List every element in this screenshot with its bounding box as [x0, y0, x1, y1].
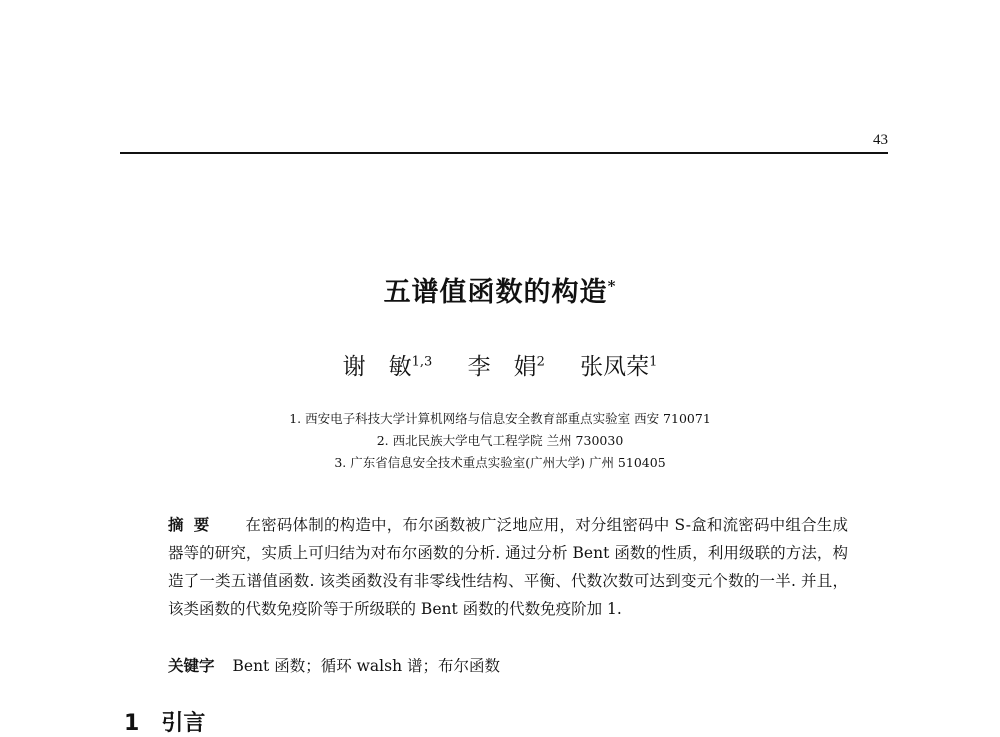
header-rule [120, 152, 888, 154]
author-name: 张凤荣 [580, 354, 650, 380]
author-name: 李 娟 [467, 354, 537, 380]
author [468, 354, 545, 380]
section-heading [124, 706, 205, 737]
keywords-label: 关键字 [168, 656, 215, 675]
author-affiliation-mark: 2 [536, 354, 545, 370]
affiliation-list [0, 408, 1000, 474]
abstract [168, 511, 848, 623]
author [580, 354, 657, 380]
affiliation: 2. 西北民族大学电气工程学院 兰州 730030 [376, 433, 624, 448]
paper-title [0, 270, 1000, 309]
page-number: 43 [873, 132, 888, 148]
author-list [0, 348, 1000, 381]
affiliation: 3. 广东省信息安全技术重点实验室(广州大学) 广州 510405 [334, 455, 666, 470]
keywords-text: Bent 函数；循环 walsh 谱；布尔函数 [232, 657, 500, 675]
author-affiliation-mark: 1,3 [411, 354, 433, 370]
affiliation: 1. 西安电子科技大学计算机网络与信息安全教育部重点实验室 西安 710071 [289, 411, 711, 426]
keywords [168, 654, 848, 676]
author-name: 谢 敏 [342, 354, 412, 380]
title-footnote-mark: * [607, 277, 617, 295]
title-text: 五谱值函数的构造 [383, 277, 608, 308]
abstract-text: 在密码体制的构造中，布尔函数被广泛地应用，对分组密码中 S-盒和流密码中组合生成器等的研究，实质上可归结为对布尔函数的分析. 通过分析 Bent 函数的性质，利用级联的方法，构造了一类五谱值函数. 该类函数没有非零线性结构、平衡、代数次数可达到变元个数的一半. 并且，该类函数的代数免疫阶等于所级联的 Bent 函数的代数免疫阶加 1. [168, 516, 848, 618]
section-number: 1 [124, 711, 140, 736]
author [343, 354, 433, 380]
author-affiliation-mark: 1 [649, 354, 658, 370]
abstract-label: 摘要 [168, 515, 220, 534]
section-title: 引言 [161, 711, 206, 736]
